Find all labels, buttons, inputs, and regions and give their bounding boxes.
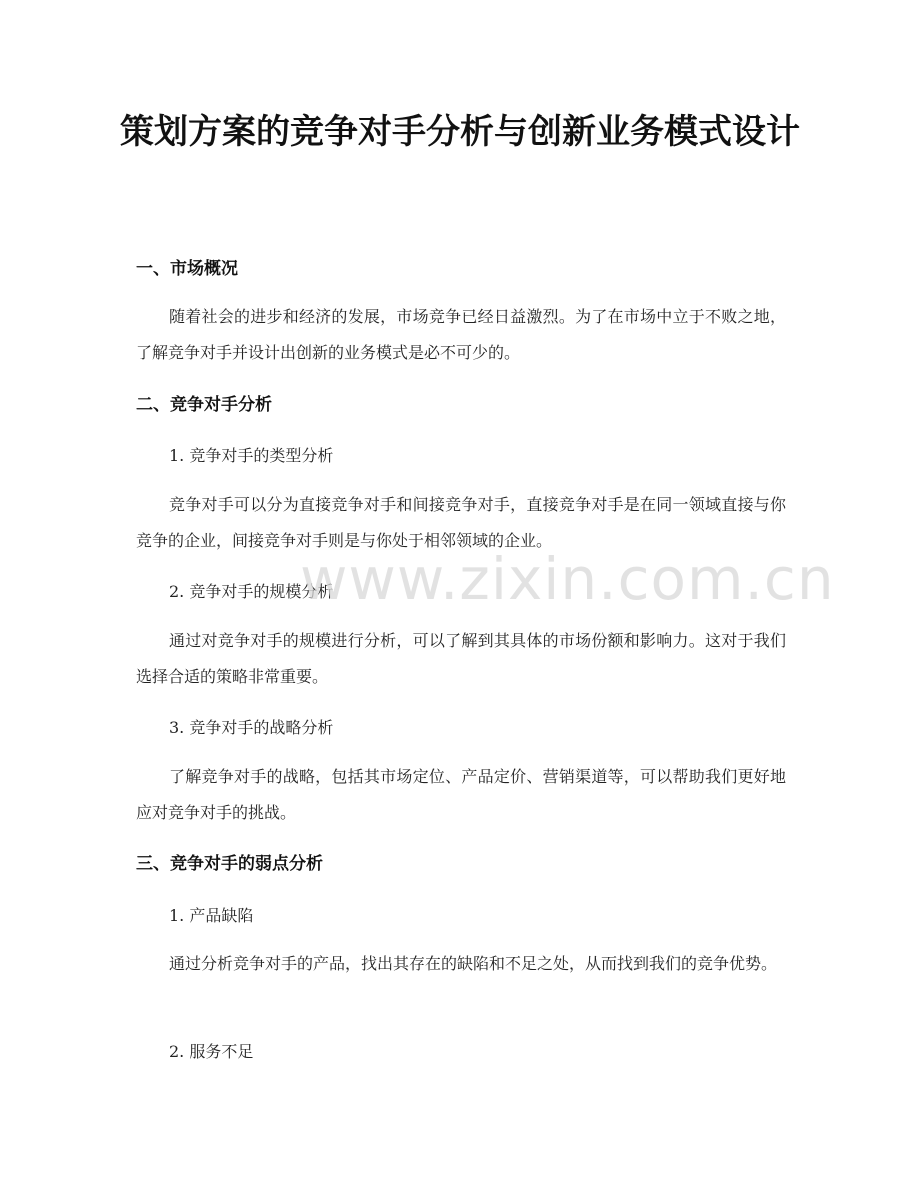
watermark-text: www.zixin.com.cn (300, 545, 835, 613)
section-heading-competitor-analysis: 二、竞争对手分析 (136, 395, 272, 415)
competitor-types-paragraph: 竞争对手可以分为直接竞争对手和间接竞争对手，直接竞争对手是在同一领域直接与你竞争的企业，间接竞争对手则是与你处于相邻领域的企业。 (136, 495, 786, 550)
competitor-strategy-paragraph: 了解竞争对手的战略，包括其市场定位、产品定价、营销渠道等，可以帮助我们更好地应对竞争对手的挑战。 (136, 767, 786, 822)
subheading-product-defects: 1. 产品缺陷 (169, 906, 254, 925)
subheading-competitor-scale: 2. 竞争对手的规模分析 (169, 582, 334, 601)
subheading-competitor-strategy: 3. 竞争对手的战略分析 (169, 718, 334, 737)
document-title: 策划方案的竞争对手分析与创新业务模式设计 (120, 112, 800, 152)
section-heading-competitor-weakness: 三、竞争对手的弱点分析 (136, 854, 323, 874)
section-heading-market-overview: 一、市场概况 (136, 259, 238, 279)
subheading-competitor-types: 1. 竞争对手的类型分析 (169, 446, 334, 465)
competitor-scale-paragraph: 通过对竞争对手的规模进行分析，可以了解到其具体的市场份额和影响力。这对于我们选择合适的策略非常重要。 (136, 631, 786, 686)
product-defects-paragraph: 通过分析竞争对手的产品，找出其存在的缺陷和不足之处，从而找到我们的竞争优势。 (169, 954, 778, 973)
subheading-service-shortfall: 2. 服务不足 (169, 1042, 254, 1061)
market-overview-paragraph: 随着社会的进步和经济的发展，市场竞争已经日益激烈。为了在市场中立于不败之地，了解竞争对手并设计出创新的业务模式是必不可少的。 (136, 307, 786, 362)
